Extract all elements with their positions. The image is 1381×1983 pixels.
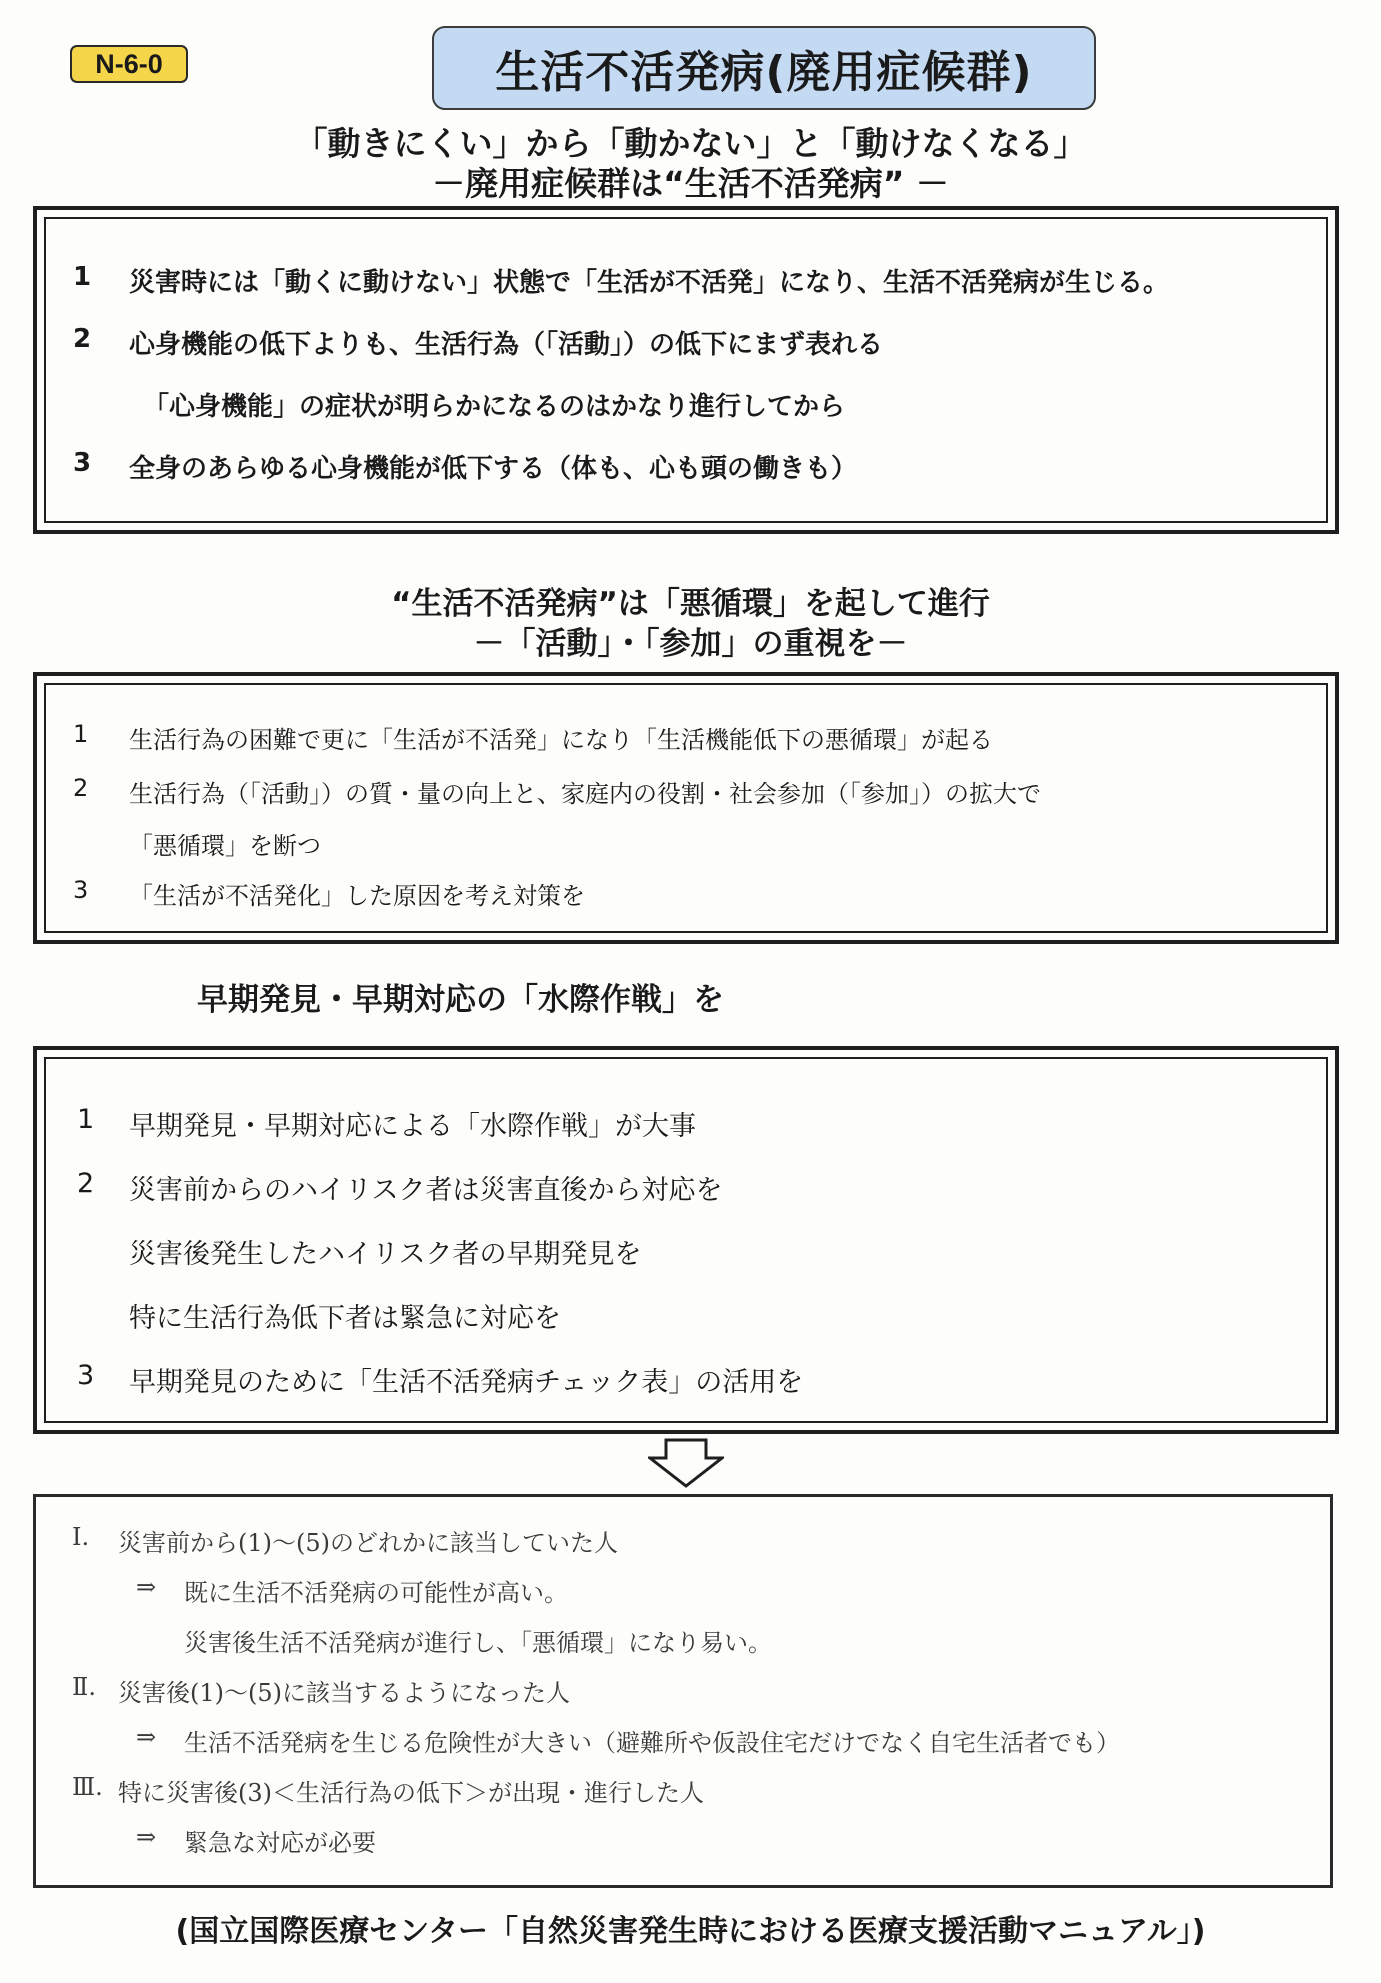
section1-heading-line2: －廃用症候群は“生活不活発病” － (432, 164, 949, 203)
section2-box: 1 生活行為の困難で更に「生活が不活発」になり「生活機能低下の悪循環」が起る 2 生活行為（「活動」）の質・量の向上と、家庭内の役割・社会参加（「参加」）の拡大で 「悪循環」を断つ 3 「生活が不活発化」した原因を考え対策を (33, 672, 1339, 944)
section4-box: Ⅰ. 災害前から(1)～(5)のどれかに該当していた人 ⇒ 既に生活不活発病の可能性が高い。 災害後生活不活発病が進行し、「悪循環」になり易い。 Ⅱ. 災害後(1)～(5)に該当するようになった人 ⇒ 生活不活発病を生じる危険性が大きい（避難所や仮設住宅だけでなく自宅生活者でも） Ⅲ. 特に災害後(3)＜生活行為の低下＞が出現・進行した人 ⇒ 緊急な対応が必要 (33, 1494, 1333, 1888)
page-title: 生活不活発病(廃用症候群) (432, 26, 1096, 110)
page-code-badge: N-6-0 (70, 45, 188, 83)
source-citation: (国立国際医療センター「自然災害発生時における医療支援活動マニュアル」) (175, 1914, 1206, 1949)
section2-heading-line2: －「活動」・「参加」の重視を－ (473, 626, 908, 662)
section3-box: 1 早期発見・早期対応による「水際作戦」が大事 2 災害前からのハイリスク者は災害直後から対応を 災害後発生したハイリスク者の早期発見を 特に生活行為低下者は緊急に対応を 3 早期発見のために「生活不活発病チェック表」の活用を (33, 1046, 1339, 1434)
section1-box: 1 災害時には「動くに動けない」状態で「生活が不活発」になり、生活不活発病が生じる。 2 心身機能の低下よりも、生活行為（「活動」）の低下にまず表れる 「心身機能」の症状が明らかになるのはかなり進行してから 3 全身のあらゆる心身機能が低下する（体も、心も頭の働きも） (33, 206, 1339, 534)
down-arrow-icon (648, 1438, 724, 1488)
section2-heading-line1: “生活不活発病”は「悪循環」を起して進行 (391, 586, 990, 622)
section3-heading: 早期発見・早期対応の「水際作戦」を (197, 982, 724, 1018)
section1-heading-line1: 「動きにくい」から「動かない」と「動けなくなる」 (294, 124, 1087, 163)
